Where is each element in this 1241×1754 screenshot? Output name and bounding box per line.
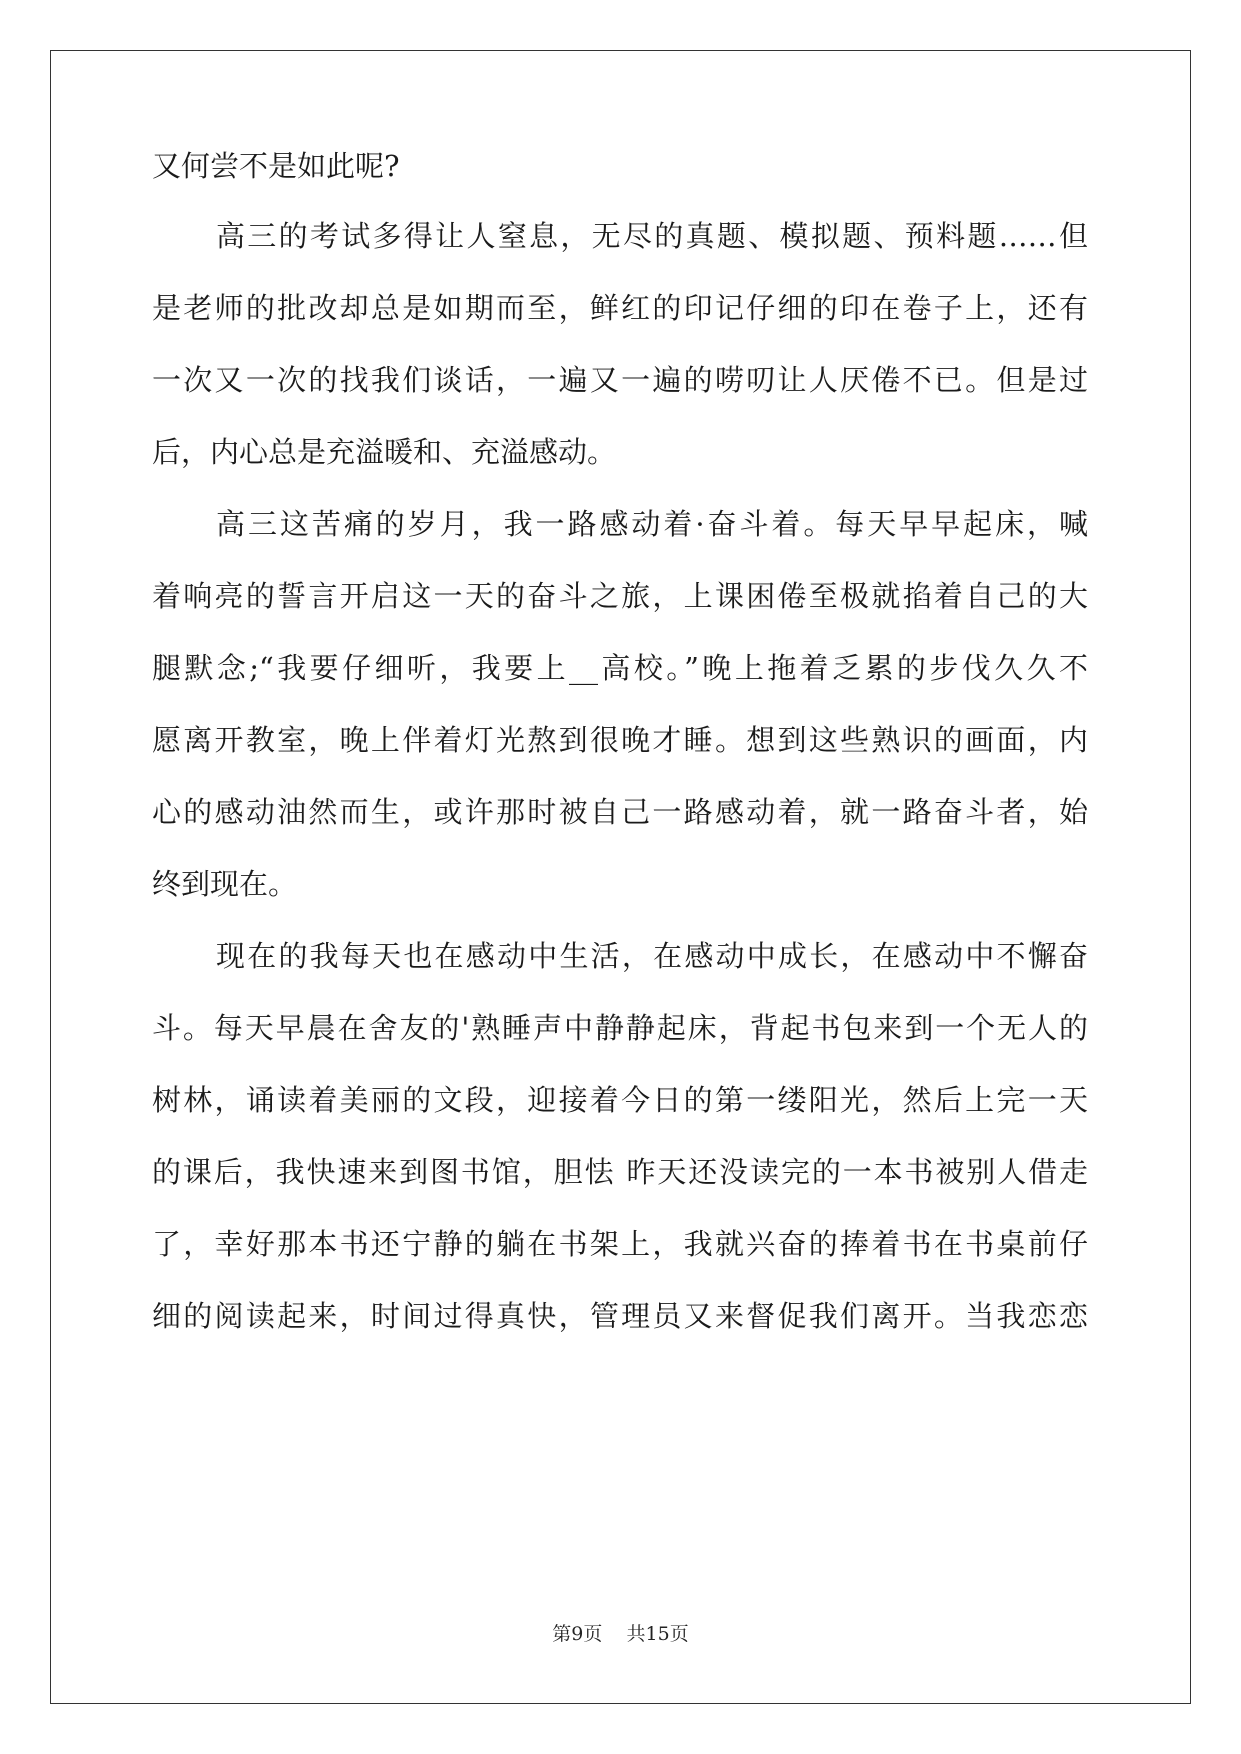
text-line-12: 现在的我每天也在感动中生活，在感动中成长，在感动中不懈奋 xyxy=(216,939,1088,973)
text-line-17: 细的阅读起来，时间过得真快，管理员又来督促我们离开。当我恋恋 xyxy=(152,1299,1088,1333)
page-footer xyxy=(0,1622,1241,1646)
text-line-4: 一次又一次的找我们谈话，一遍又一遍的唠叨让人厌倦不已。但是过 xyxy=(152,363,1088,397)
text-line-14: 树林，诵读着美丽的文段，迎接着今日的第一缕阳光，然后上完一天 xyxy=(152,1083,1088,1117)
text-line-9: 愿离开教室，晚上伴着灯光熬到很晚才睡。想到这些熟识的画面，内 xyxy=(152,723,1088,757)
text-line-2: 高三的考试多得让人窒息，无尽的真题、模拟题、预料题……但 xyxy=(216,219,1088,253)
text-line-3: 是老师的批改却总是如期而至，鲜红的印记仔细的印在卷子上，还有 xyxy=(152,291,1088,325)
text-line-10: 心的感动油然而生，或许那时被自己一路感动着，就一路奋斗者，始 xyxy=(152,795,1088,829)
text-line-5: 后，内心总是充溢暖和、充溢感动。 xyxy=(152,435,617,469)
page-number: 第9页 共15页 xyxy=(552,1623,689,1645)
text-line-7: 着响亮的誓言开启这一天的奋斗之旅，上课困倦至极就掐着自己的大 xyxy=(152,579,1088,613)
text-line-15: 的课后，我快速来到图书馆，胆怯 昨天还没读完的一本书被别人借走 xyxy=(152,1155,1088,1189)
text-line-13: 斗。每天早晨在舍友的'熟睡声中静静起床，背起书包来到一个无人的 xyxy=(152,1011,1088,1045)
text-line-8: 腿默念;“我要仔细听，我要上__高校。”晚上拖着乏累的步伐久久不 xyxy=(152,651,1088,685)
text-line-16: 了，幸好那本书还宁静的躺在书架上，我就兴奋的捧着书在书桌前仔 xyxy=(152,1227,1088,1261)
text-line-1: 又何尝不是如此呢? xyxy=(152,149,400,183)
text-line-6: 高三这苦痛的岁月，我一路感动着·奋斗着。每天早早起床，喊 xyxy=(216,507,1088,541)
text-line-11: 终到现在。 xyxy=(152,867,298,901)
